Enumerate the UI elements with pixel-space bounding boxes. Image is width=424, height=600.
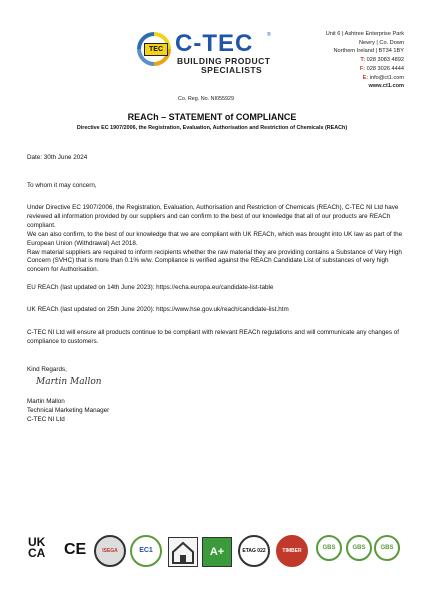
- greeting: To whom it may concern,: [27, 182, 97, 189]
- signer-name: Martin Mallon: [27, 398, 65, 405]
- website-link[interactable]: www.ct1.com: [368, 83, 404, 90]
- house-icon: [168, 537, 198, 567]
- ukca-top: UK: [28, 535, 46, 549]
- eu-reach-line: EU REACh (last updated on 14th June 2023): https://echa.europa.eu/candidate-list-table: [27, 284, 274, 291]
- address-line-3: Northern Ireland | BT34 1BY: [333, 48, 404, 55]
- ec1-badge: EC1: [130, 535, 162, 567]
- logo-wordmark: C-TEC: [175, 30, 254, 57]
- signer-company: C-TEC NI Ltd: [27, 415, 65, 423]
- address-line-1: Unit 6 | Ashtree Enterprise Park: [325, 31, 404, 37]
- timber-badge: TIMBER: [276, 535, 308, 567]
- signer-title: Technical Marketing Manager: [27, 406, 110, 414]
- ukca-mark: [28, 537, 62, 559]
- address-line-2: Newry | Co. Down: [359, 39, 404, 46]
- logo-badge: TEC: [144, 43, 168, 56]
- tel-value: 028 3083 4892: [366, 57, 404, 64]
- email-row: [326, 74, 404, 83]
- paragraph-3: Raw material suppliers are required to inform recipients whether the raw material they are providing contains a Substance of Very High Concern (SVHC) that is more than 0.1% w/w. Compliance is verified against the REACh Candidate List of substances of very high concern for Authorisation.: [27, 248, 402, 274]
- document-title: REACh – STATEMENT of COMPLIANCE: [127, 112, 297, 122]
- company-registration: Co. Reg. No. NI055929: [178, 96, 235, 102]
- isega-badge: ISEGA: [94, 535, 126, 567]
- document-date: Date: 30th June 2024: [27, 154, 88, 161]
- fax-row: [326, 65, 404, 74]
- ce-mark: CE: [64, 541, 87, 558]
- email-label: E:: [362, 74, 369, 81]
- logo-tagline-1: BUILDING PRODUCT: [177, 56, 271, 66]
- gbs-badge-2: GBS: [346, 535, 372, 561]
- fax-label: F:: [359, 65, 366, 72]
- etag-badge: ETAG 022: [238, 535, 270, 567]
- company-address: [326, 30, 404, 91]
- gbs-badge-1: GBS: [316, 535, 342, 561]
- email-link[interactable]: info@ct1.com: [369, 74, 404, 81]
- indoor-emissions-badge: A+: [202, 537, 232, 567]
- closing-paragraph: C-TEC NI Ltd will ensure all products continue to be compliant with relevant REACh regulations and will communicate any changes of compliance to customers.: [27, 329, 400, 345]
- paragraph-2: We can also confirm, to the best of our knowledge that we are compliant with UK REACh, which was brought into UK law as part of the European Union (Withdrawal) Act 2018.: [27, 230, 403, 247]
- paragraph-1: Under Directive EC 1907/2006, the Registration, Evaluation, Authorisation and Restriction of Chemicals (REACh), C-TEC NI Ltd have reviewed all information provided by our suppliers and can confirm to the best of our knowledge that all of our products are REACh compliant.: [27, 204, 399, 229]
- handwritten-signature: Martin Mallon: [36, 377, 102, 387]
- gbs-badge-3: GBS: [374, 535, 400, 561]
- signer-block: [27, 398, 405, 425]
- document-subtitle: Directive EC 1907/2006, the Registration, Evaluation, Authorisation and Restriction of Chemicals (REACh): [76, 125, 348, 131]
- tel-label: T:: [360, 57, 366, 64]
- certification-badges: [28, 533, 398, 569]
- uk-reach-line: UK REACh (last updated on 25th June 2020): https://www.hse.gov.uk/reach/candidate-list.htm: [27, 306, 289, 313]
- telephone-row: [326, 56, 404, 65]
- fax-value: 028 3026 4444: [366, 65, 404, 72]
- compliance-paragraphs: [27, 204, 405, 275]
- company-logo: [137, 30, 279, 76]
- logo-registered-mark: ®: [267, 32, 271, 38]
- closing-salutation: Kind Regards,: [27, 366, 67, 373]
- logo-tagline-2: SPECIALISTS: [201, 65, 263, 75]
- ukca-bottom: CA: [28, 546, 46, 560]
